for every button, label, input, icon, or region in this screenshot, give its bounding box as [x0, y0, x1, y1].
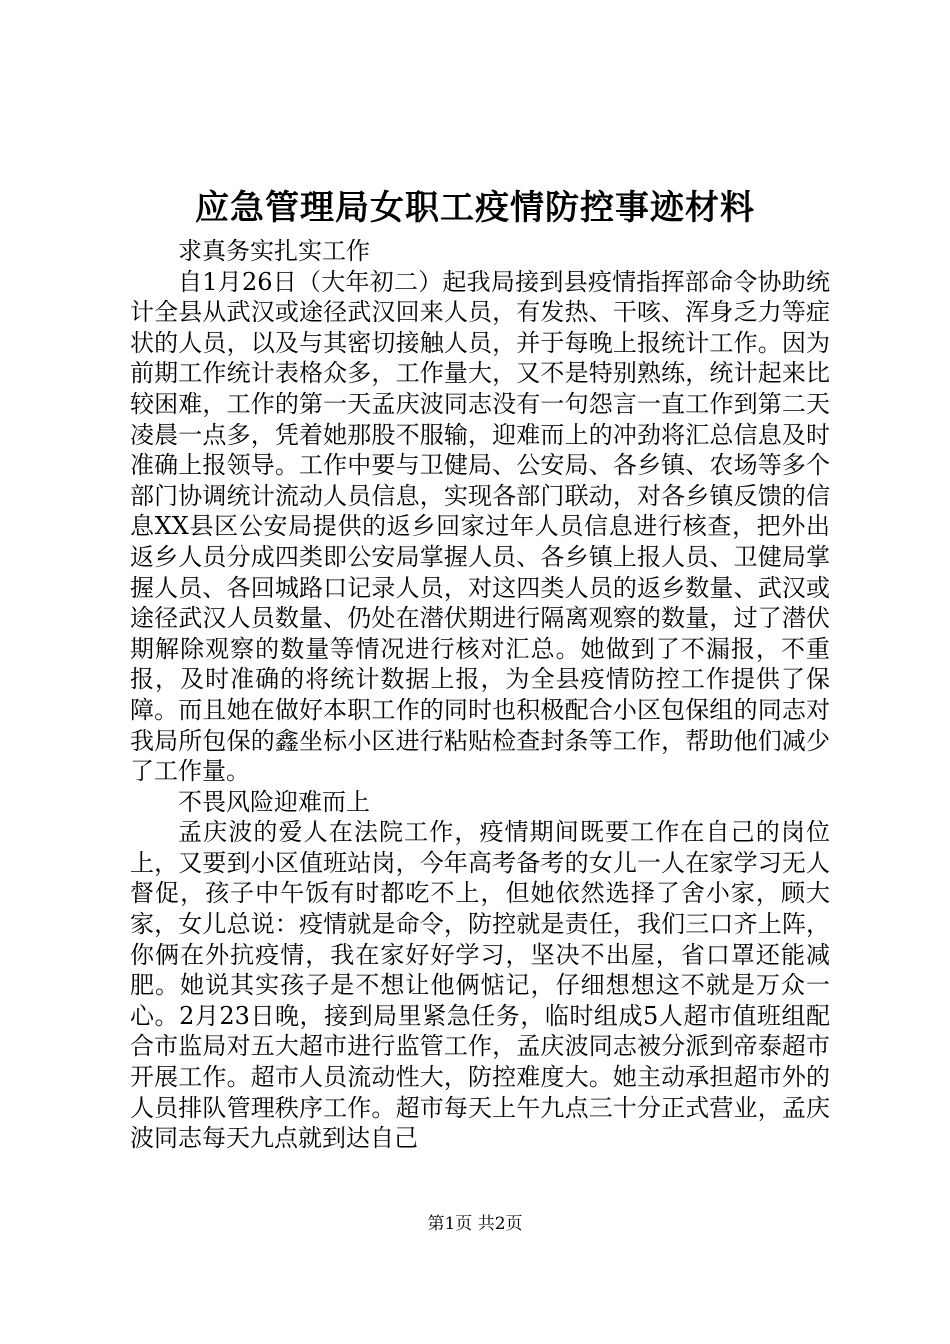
document-body	[130, 236, 830, 1154]
section-heading: 求真务实扎实工作	[178, 237, 370, 265]
document-title: 应急管理局女职工疫情防控事迹材料	[195, 188, 755, 228]
body-paragraph: 自1月26日（大年初二）起我局接到县疫情指挥部命令协助统计全县从武汉或途径武汉回来人员，有发热、干咳、浑身乏力等症状的人员，以及与其密切接触人员，并于每晚上报统计工作。因为前期工作统计表格众多，工作量大，又不是特别熟练，统计起来比较困难，工作的第一天孟庆波同志没有一句怨言一直工作到第二天凌晨一点多，凭着她那股不服输，迎难而上的冲劲将汇总信息及时准确上报领导。工作中要与卫健局、公安局、各乡镇、农场等多个部门协调统计流动人员信息，实现各部门联动，对各乡镇反馈的信息XX县区公安局提供的返乡回家过年人员信息进行核查，把外出返乡人员分成四类即公安局掌握人员、各乡镇上报人员、卫健局掌握人员、各回城路口记录人员，对这四类人员的返乡数量、武汉或途径武汉人员数量、仍处在潜伏期进行隔离观察的数量，过了潜伏期解除观察的数量等情况进行核对汇总。她做到了不漏报，不重报，及时准确的将统计数据上报，为全县疫情防控工作提供了保障。而且她在做好本职工作的同时也积极配合小区包保组的同志对我局所包保的鑫坐标小区进行粘贴检查封条等工作，帮助他们减少了工作量。	[130, 267, 830, 786]
page-footer: 第1页 共2页	[427, 1214, 523, 1234]
section-heading: 不畏风险迎难而上	[178, 787, 370, 816]
body-paragraph: 孟庆波的爱人在法院工作，疫情期间既要工作在自己的岗位上，又要到小区值班站岗，今年高考备考的女儿一人在家学习无人督促，孩子中午饭有时都吃不上，但她依然选择了舍小家，顾大家，女儿总说：疫情就是命令，防控就是责任，我们三口齐上阵，你俩在外抗疫情，我在家好好学习，坚决不出屋，省口罩还能减肥。她说其实孩子是不想让他俩惦记，仔细想想这不就是万众一心。2月23日晚，接到局里紧急任务，临时组成5人超市值班组配合市监局对五大超市进行监管工作，孟庆波同志被分派到帝泰超市开展工作。超市人员流动性大，防控难度大。她主动承担超市外的人员排队管理秩序工作。超市每天上午九点三十分正式营业，孟庆波同志每天九点就到达自己	[130, 818, 830, 1153]
